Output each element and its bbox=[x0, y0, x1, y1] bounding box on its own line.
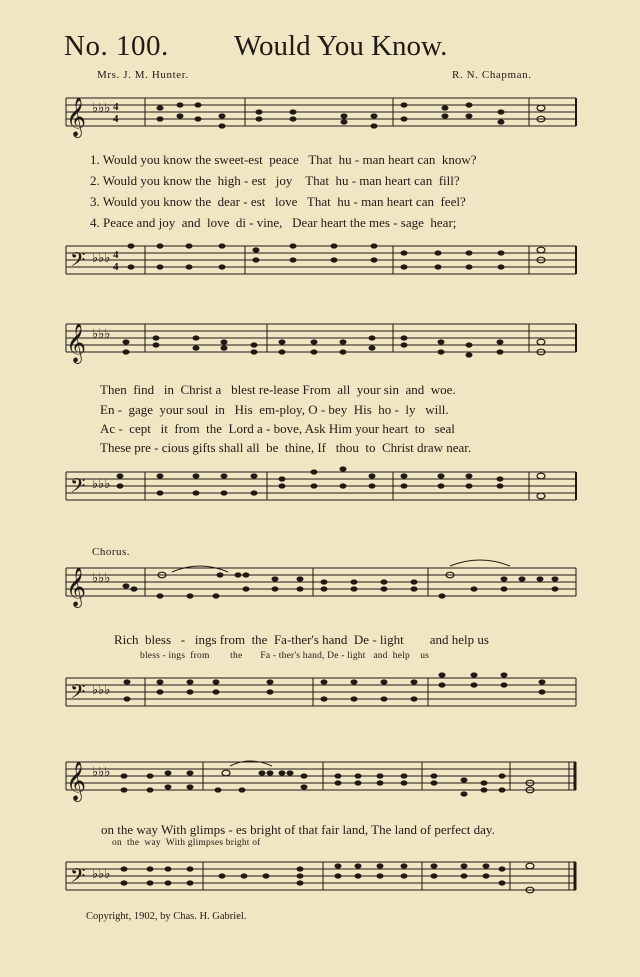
svg-text:𝄢: 𝄢 bbox=[70, 682, 86, 708]
svg-text:♭♭♭: ♭♭♭ bbox=[92, 866, 111, 881]
svg-text:♭♭♭: ♭♭♭ bbox=[92, 100, 111, 115]
svg-text:𝄢: 𝄢 bbox=[70, 476, 86, 502]
svg-text:𝄞: 𝄞 bbox=[66, 325, 87, 362]
svg-text:♭♭♭: ♭♭♭ bbox=[92, 764, 111, 779]
verse-4-second-half: These pre - cious gifts shall all be thine, If thou to Christ draw near. bbox=[100, 440, 472, 455]
svg-text:𝄞: 𝄞 bbox=[66, 97, 87, 137]
svg-text:♭♭♭: ♭♭♭ bbox=[92, 476, 111, 491]
bass-staff-chorus-1 bbox=[0, 666, 640, 726]
treble-staff-system-2 bbox=[0, 314, 640, 374]
chorus-line-1-bass: bless - ings from the Fa - ther's hand, De - light and help us bbox=[140, 651, 430, 661]
svg-text:♭♭♭: ♭♭♭ bbox=[92, 250, 111, 265]
treble-staff-system-1 bbox=[0, 88, 640, 148]
svg-text:𝄞: 𝄞 bbox=[66, 763, 87, 800]
bass-staff-system-2 bbox=[0, 462, 640, 522]
verse-3-first-half: 3. Would you know the dear - est love That hu - man heart can feel? bbox=[90, 194, 466, 209]
svg-text:𝄞: 𝄞 bbox=[66, 569, 87, 606]
svg-text:𝄢: 𝄢 bbox=[70, 250, 86, 276]
bass-staff-system-1 bbox=[0, 236, 640, 296]
svg-text:4: 4 bbox=[113, 101, 119, 113]
treble-staff-chorus-1 bbox=[0, 552, 640, 618]
svg-text:4: 4 bbox=[113, 261, 119, 273]
chorus-line-1: Rich bless - ings from the Fa-ther's hand De - light and help us bbox=[114, 632, 489, 647]
hymn-composer: R. N. Chapman. bbox=[452, 69, 532, 81]
svg-text:𝄢: 𝄢 bbox=[70, 866, 86, 892]
hymn-number: No. 100. bbox=[64, 30, 169, 62]
hymn-title: Would You Know. bbox=[234, 30, 448, 62]
svg-text:♭♭♭: ♭♭♭ bbox=[92, 326, 111, 341]
verse-1-second-half: Then find in Christ a blest re-lease From all your sin and woe. bbox=[100, 382, 456, 397]
svg-text:4: 4 bbox=[113, 249, 119, 261]
svg-text:♭♭♭: ♭♭♭ bbox=[92, 570, 111, 585]
verse-4-first-half: 4. Peace and joy and love di - vine, Dear heart the mes - sage hear; bbox=[90, 215, 457, 230]
bass-staff-chorus-2 bbox=[0, 852, 640, 912]
verse-lines-first-half bbox=[90, 152, 477, 231]
chorus-line-2-bass: on the way With glimpses bright of bbox=[112, 838, 261, 848]
svg-text:4: 4 bbox=[113, 113, 119, 125]
treble-staff-chorus-2 bbox=[0, 748, 640, 812]
hymn-author: Mrs. J. M. Hunter. bbox=[97, 69, 189, 81]
chorus-line-2: on the way With glimps - es bright of that fair land, The land of perfect day. bbox=[101, 822, 495, 837]
copyright-notice: Copyright, 1902, by Chas. H. Gabriel. bbox=[86, 911, 247, 922]
verse-1-first-half: 1. Would you know the sweet-est peace That hu - man heart can know? bbox=[90, 152, 477, 167]
verse-2-second-half: En - gage your soul in His em-ploy, O - bey His ho - ly will. bbox=[100, 402, 449, 417]
verse-2-first-half: 2. Would you know the high - est joy That hu - man heart can fill? bbox=[90, 173, 460, 188]
svg-text:♭♭♭: ♭♭♭ bbox=[92, 682, 111, 697]
verse-3-second-half: Ac - cept it from the Lord a - bove, Ask Him your heart to seal bbox=[100, 421, 455, 436]
chorus-label: Chorus. bbox=[92, 546, 131, 558]
